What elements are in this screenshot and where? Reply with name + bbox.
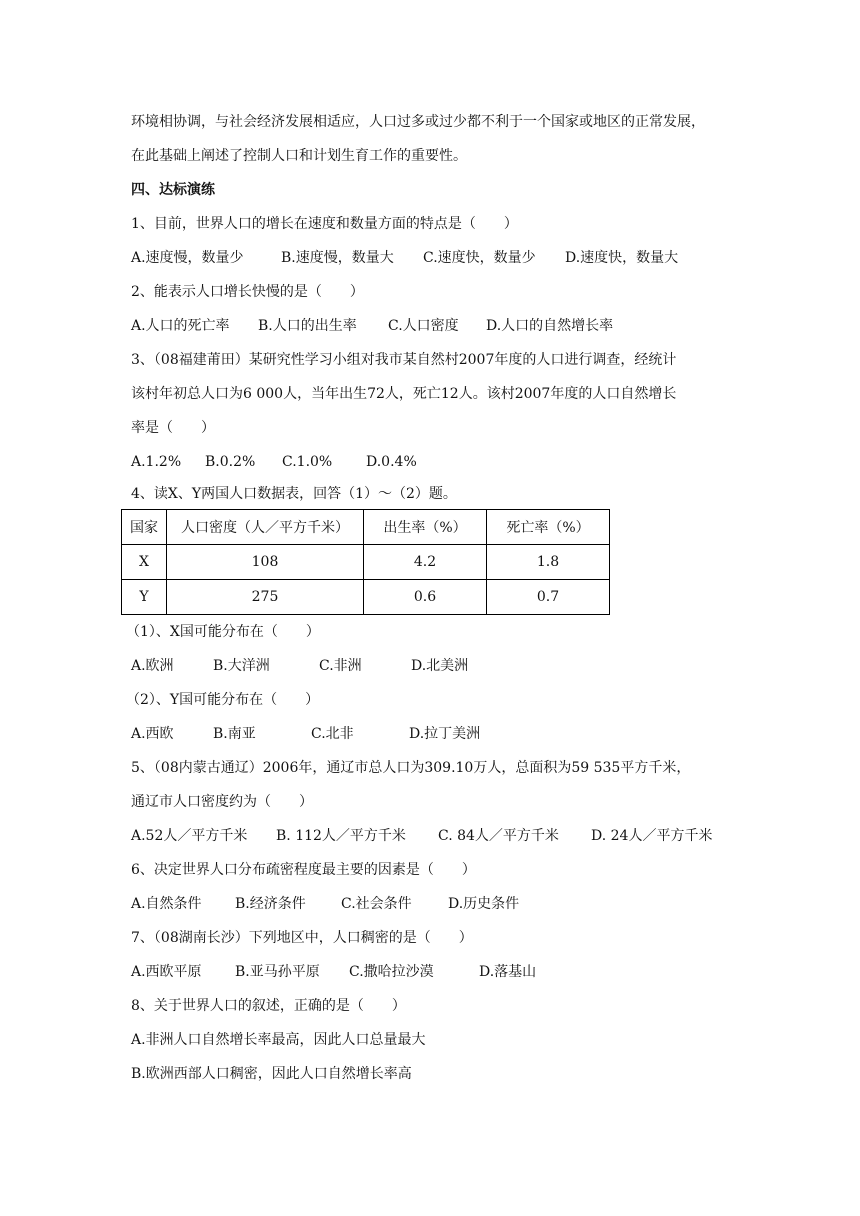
section-heading: 四、达标演练 xyxy=(131,182,215,198)
table-row xyxy=(122,545,610,580)
table-cell: 0.7 xyxy=(487,580,610,615)
question-2-stem: 2、能表示人口增长快慢的是（ ） xyxy=(131,284,364,300)
option-c: C.人口密度 xyxy=(388,318,459,334)
table-header-row xyxy=(122,510,610,545)
question-4-sub2-stem: （2）、Y国可能分布在（ ） xyxy=(126,692,320,708)
option-b: B. 112人／平方千米 xyxy=(276,828,406,844)
question-5-stem-line-2: 通辽市人口密度约为（ ） xyxy=(131,794,313,810)
option-d: D.北美洲 xyxy=(411,658,469,674)
question-4-sub1-options xyxy=(131,656,468,676)
option-b: B.亚马孙平原 xyxy=(235,964,320,980)
question-3-stem-line-2: 该村年初总人口为6 000人，当年出生72人，死亡12人。该村2007年度的人口自然增长 xyxy=(131,386,677,402)
option-c: C.非洲 xyxy=(319,658,362,674)
intro-line-1: 环境相协调，与社会经济发展相适应，人口过多或过少都不利于一个国家或地区的正常发展， xyxy=(131,114,705,130)
option-d: D.0.4% xyxy=(366,454,417,470)
option-d: D.人口的自然增长率 xyxy=(486,318,614,334)
header-country: 国家 xyxy=(122,510,167,545)
option-d: D.拉丁美洲 xyxy=(409,726,481,742)
question-1-options xyxy=(131,248,678,268)
header-density: 人口密度（人／平方千米） xyxy=(167,510,364,545)
option-c: C.社会条件 xyxy=(341,896,412,912)
table-row xyxy=(122,580,610,615)
question-4-sub2-options xyxy=(131,724,480,744)
question-8-option-b: B.欧洲西部人口稠密，因此人口自然增长率高 xyxy=(131,1066,412,1082)
option-a: A.速度慢，数量少 xyxy=(131,250,244,266)
option-b: B.0.2% xyxy=(205,454,256,470)
table-cell: Y xyxy=(122,580,167,615)
option-d: D. 24人／平方千米 xyxy=(591,828,713,844)
option-a: A.自然条件 xyxy=(131,896,202,912)
option-c: C.北非 xyxy=(311,726,354,742)
option-b: B.经济条件 xyxy=(235,896,306,912)
question-6-options xyxy=(131,894,519,914)
option-b: B.南亚 xyxy=(213,726,256,742)
table-cell: 0.6 xyxy=(364,580,487,615)
question-3-stem-line-1: 3、（08福建莆田）某研究性学习小组对我市某自然村2007年度的人口进行调查，经统计 xyxy=(131,352,677,368)
option-c: C.1.0% xyxy=(282,454,333,470)
table-cell: 1.8 xyxy=(487,545,610,580)
option-b: B.人口的出生率 xyxy=(258,318,357,334)
option-c: C.撒哈拉沙漠 xyxy=(349,964,434,980)
table-cell: X xyxy=(122,545,167,580)
option-c: C.速度快，数量少 xyxy=(423,250,536,266)
option-a: A.西欧平原 xyxy=(131,964,202,980)
option-d: D.落基山 xyxy=(479,964,537,980)
option-c: C. 84人／平方千米 xyxy=(438,828,559,844)
table-cell: 4.2 xyxy=(364,545,487,580)
option-b: B.大洋洲 xyxy=(213,658,270,674)
table-cell: 108 xyxy=(167,545,364,580)
option-a: A.52人／平方千米 xyxy=(131,828,248,844)
question-7-options xyxy=(131,962,536,982)
header-death-rate: 死亡率（%） xyxy=(487,510,610,545)
question-1-stem: 1、目前，世界人口的增长在速度和数量方面的特点是（ ） xyxy=(131,216,518,232)
question-5-stem-line-1: 5、（08内蒙古通辽）2006年，通辽市总人口为309.10万人，总面积为59 535平方千米， xyxy=(131,760,691,776)
question-5-options xyxy=(131,826,712,846)
question-8-option-a: A.非洲人口自然增长率最高，因此人口总量最大 xyxy=(131,1032,426,1048)
option-a: A.欧洲 xyxy=(131,658,174,674)
header-birth-rate: 出生率（%） xyxy=(364,510,487,545)
question-3-options xyxy=(131,452,417,472)
option-b: B.速度慢，数量大 xyxy=(281,250,394,266)
question-3-stem-line-3: 率是（ ） xyxy=(131,420,215,436)
option-d: D.历史条件 xyxy=(448,896,520,912)
intro-line-2: 在此基础上阐述了控制人口和计划生育工作的重要性。 xyxy=(131,148,467,164)
table-cell: 275 xyxy=(167,580,364,615)
question-4-sub1-stem: （1）、X国可能分布在（ ） xyxy=(126,624,320,640)
option-d: D.速度快，数量大 xyxy=(565,250,679,266)
question-4-stem: 4、读X、Y两国人口数据表，回答（1）～（2）题。 xyxy=(131,486,457,502)
option-a: A.人口的死亡率 xyxy=(131,318,230,334)
option-a: A.西欧 xyxy=(131,726,174,742)
question-2-options xyxy=(131,316,613,336)
population-data-table xyxy=(121,509,610,615)
question-8-stem: 8、关于世界人口的叙述，正确的是（ ） xyxy=(131,998,406,1014)
question-6-stem: 6、决定世界人口分布疏密程度最主要的因素是（ ） xyxy=(131,862,476,878)
question-7-stem: 7、（08湖南长沙）下列地区中，人口稠密的是（ ） xyxy=(131,930,473,946)
option-a: A.1.2% xyxy=(131,454,182,470)
